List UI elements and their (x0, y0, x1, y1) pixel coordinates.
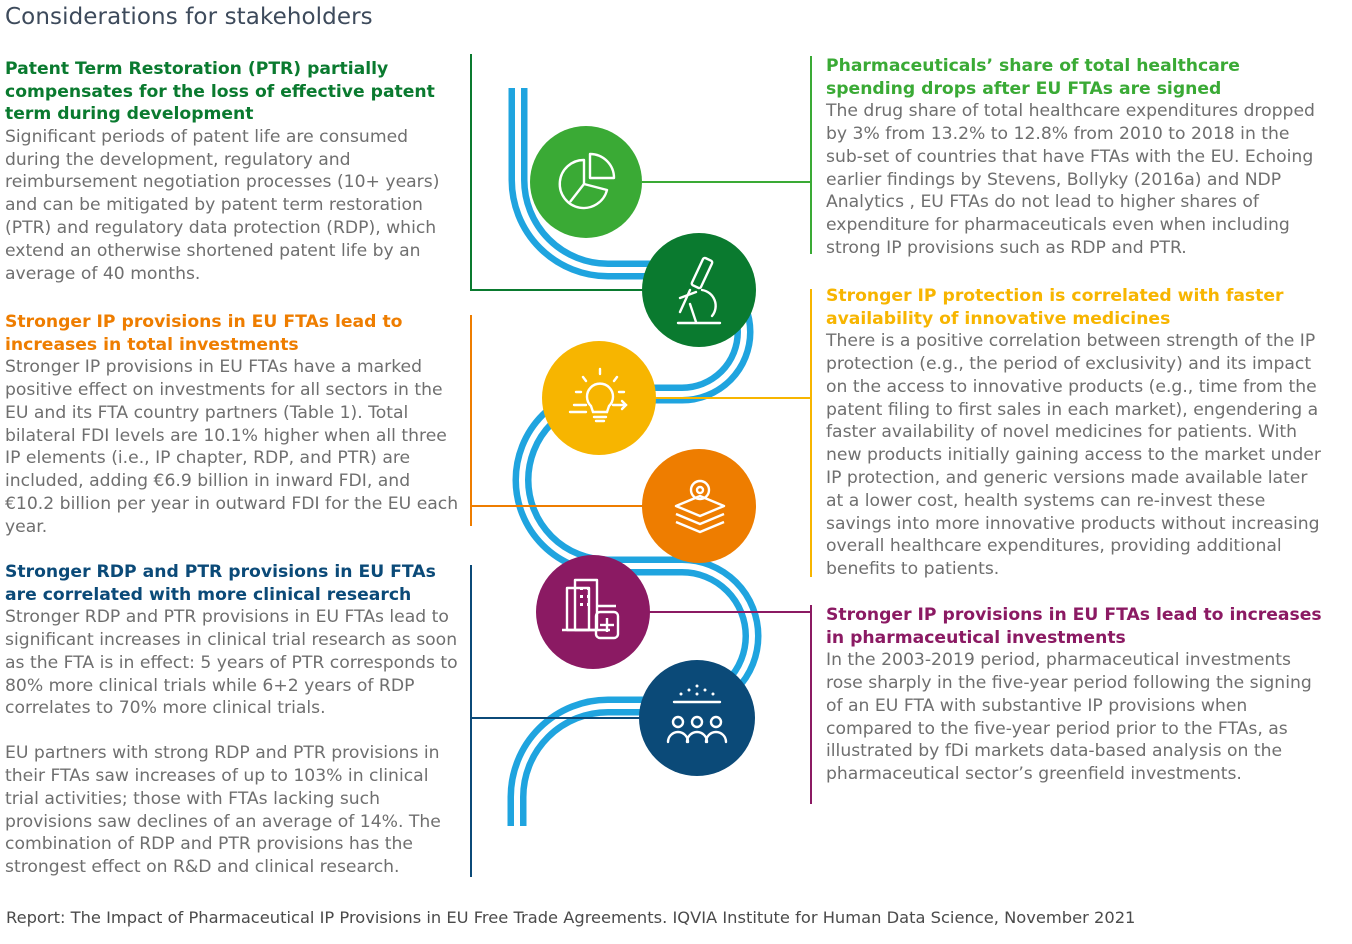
left-block-clinical (5, 561, 463, 879)
page-title: Considerations for stakeholders (5, 4, 373, 30)
left-block-ptr (5, 58, 463, 285)
lightbulb-icon (542, 341, 656, 455)
right-block-body: There is a positive correlation between strength of the IP protection (e.g., the period of exclusivity) and its impact on the access to innovative products (e.g., time from the patent filing to first sales in each market), engendering a faster availability of novel medicines for patients. With new products initially gaining access to the market under IP protection, and generic versions made available later at a lower cost, health systems can re-invest these savings into more innovative products without increasing overall healthcare expenditures, providing additional benefits to patients. (826, 331, 1321, 580)
layers-gear-icon (642, 449, 756, 563)
microscope-icon (642, 233, 756, 347)
right-block-heading: Pharmaceuticals’ share of total healthcare spending drops after EU FTAs are signed (826, 56, 1240, 99)
connector-green (642, 56, 811, 254)
audience-icon (639, 660, 755, 776)
hospital-icon (536, 555, 650, 669)
left-block-body: Stronger RDP and PTR provisions in EU FTAs lead to significant increases in clinical trial research as soon as the FTA is in effect: 5 years of PTR corresponds to 80% more clinical trials while 6+2 years of RDP correlates to 70% more clinical trials. (5, 607, 458, 719)
right-block-pharma-investments (826, 604, 1326, 786)
right-block-heading: Stronger IP provisions in EU FTAs lead to increases in pharmaceutical investments (826, 605, 1322, 648)
right-block-availability (826, 285, 1326, 581)
source-footer: Report: The Impact of Pharmaceutical IP Provisions in EU Free Trade Agreements. IQVIA Institute for Human Data Science, November 2021 (6, 908, 1136, 927)
left-block-body-2: EU partners with strong RDP and PTR provisions in their FTAs saw increases of up to 103% in clinical trial activities; those with FTAs lacking such provisions saw declines of an average of 14%. The combination of RDP and PTR provisions has the strongest effect on R&D and clinical research. (5, 743, 441, 878)
pie-chart-icon (530, 126, 642, 238)
right-block-body: In the 2003-2019 period, pharmaceutical investments rose sharply in the five-year period following the signing of an EU FTA with substantive IP provisions when compared to the five-year period prior to the FTAs, as illustrated by fDi markets data-based analysis on the pharmaceutical sector’s greenfield investments. (826, 650, 1312, 785)
left-block-heading: Stronger IP provisions in EU FTAs lead to increases in total investments (5, 312, 403, 355)
left-block-investments (5, 311, 463, 539)
left-block-body: Significant periods of patent life are consumed during the development, regulatory and reimbursement negotiation processes (10+ years) and can be mitigated by patent term restoration (PTR) and regulatory data protection (RDP), which extend an otherwise shortened patent life by an average of 40 months. (5, 126, 440, 284)
right-block-body: The drug share of total healthcare expenditures dropped by 3% from 13.2% to 12.8% from 2010 to 2018 in the sub-set of countries that have FTAs with the EU. Echoing earlier findings by Stevens, Bollyky (2016a) and NDP Analytics , EU FTAs do not lead to higher shares of expenditure for pharmaceuticals even when including strong IP provisions such as RDP and PTR. (826, 101, 1315, 258)
left-block-heading: Patent Term Restoration (PTR) partially compensates for the loss of effective patent term during development (5, 59, 435, 125)
left-block-heading: Stronger RDP and PTR provisions in EU FTAs are correlated with more clinical research (5, 562, 436, 605)
right-block-heading: Stronger IP protection is correlated with faster availability of innovative medicines (826, 286, 1284, 329)
left-block-body: Stronger IP provisions in EU FTAs have a marked positive effect on investments for all sectors in the EU and its FTA country partners (Table 1). Total bilateral FDI levels are 10.1% higher when all three IP elements (i.e., IP chapter, RDP, and PTR) are included, adding €6.9 billion in inward FDI, and €10.2 billion per year in outward FDI for the EU each year. (5, 357, 459, 537)
right-block-share (826, 55, 1326, 260)
